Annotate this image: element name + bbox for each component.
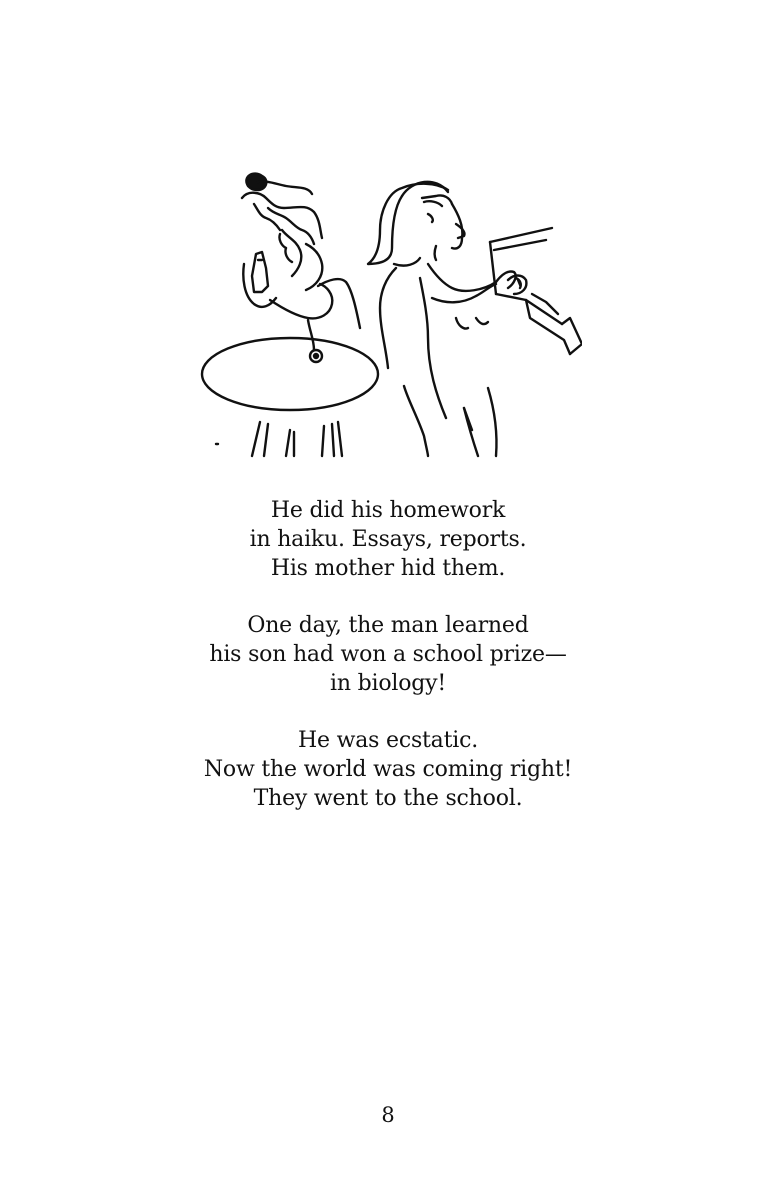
poem-line: in haiku. Essays, reports. <box>249 527 527 552</box>
poem-line: He was ecstatic. <box>297 728 478 753</box>
stanza <box>0 726 776 813</box>
page-number: 8 <box>381 1103 395 1127</box>
poem-line: He did his homework <box>270 498 506 523</box>
poem-line: One day, the man learned <box>247 613 529 638</box>
ink-sketch-man-and-woman-icon <box>196 168 582 458</box>
woman-figure <box>368 182 516 456</box>
stanza <box>0 611 776 698</box>
poem <box>0 496 776 841</box>
poem-line: his son had won a school prize— <box>209 642 567 667</box>
poem-line: His mother hid them. <box>270 556 506 581</box>
poem-line: They went to the school. <box>253 786 523 811</box>
poem-line: Now the world was coming right! <box>203 757 573 782</box>
poem-line: in biology! <box>330 671 446 696</box>
man-figure <box>202 174 378 456</box>
ink-sketch-illustration <box>196 168 582 458</box>
stanza <box>0 496 776 583</box>
machine-figure <box>490 228 582 354</box>
